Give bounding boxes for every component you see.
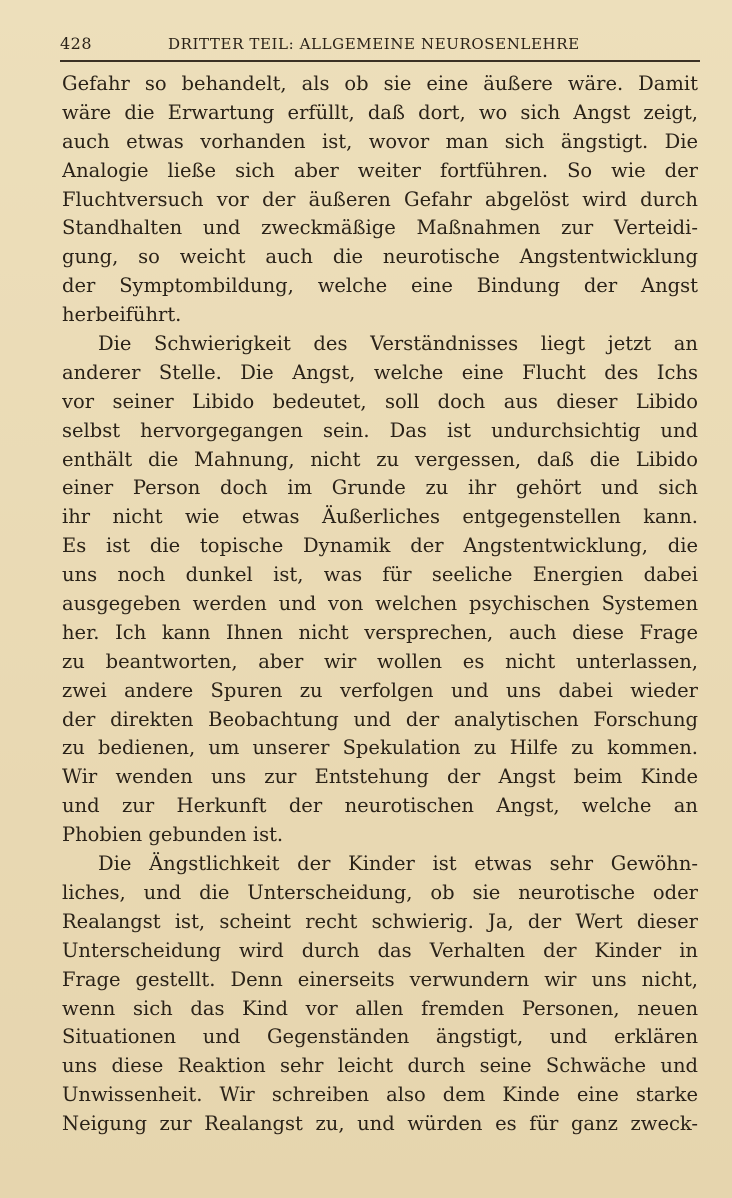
page-number: 428 <box>60 34 93 53</box>
text-line: ausgegeben werden und von welchen psychischen Systemen <box>62 592 698 616</box>
text-line: Analogie ließe sich aber weiter fortführen. So wie der <box>62 158 698 182</box>
text-line: Es ist die topische Dynamik der Angstentwicklung, die <box>62 534 698 558</box>
text-line: ihr nicht wie etwas Äußerliches entgegenstellen kann. <box>62 505 698 529</box>
text-line: der Symptombildung, welche eine Bindung der Angst <box>62 274 698 298</box>
text-line: und zur Herkunft der neurotischen Angst, welche an <box>62 794 698 818</box>
text-line: auch etwas vorhanden ist, wovor man sich ängstigt. Die <box>62 129 698 153</box>
text-line: enthält die Mahnung, nicht zu vergessen, daß die Libido <box>62 447 698 471</box>
text-line: wäre die Erwartung erfüllt, daß dort, wo sich Angst zeigt, <box>62 100 698 124</box>
text-line: zu beantworten, aber wir wollen es nicht unterlassen, <box>62 649 698 673</box>
text-line: wenn sich das Kind vor allen fremden Personen, neuen <box>62 996 698 1020</box>
text-line: zu bedienen, um unserer Spekulation zu Hilfe zu kommen. <box>62 736 698 760</box>
text-line: anderer Stelle. Die Angst, welche eine Flucht des Ichs <box>62 360 698 384</box>
body-text <box>62 70 698 1139</box>
text-line: uns diese Reaktion sehr leicht durch seine Schwäche und <box>62 1054 698 1078</box>
text-line: Die Schwierigkeit des Verständnisses liegt jetzt an <box>98 332 698 356</box>
text-line: gung, so weicht auch die neurotische Angstentwicklung <box>62 245 698 269</box>
text-line: her. Ich kann Ihnen nicht versprechen, auch diese Frage <box>62 620 698 644</box>
text-line: Frage gestellt. Denn einerseits verwundern wir uns nicht, <box>62 967 698 991</box>
text-line: vor seiner Libido bedeutet, soll doch aus dieser Libido <box>62 389 698 413</box>
text-line: Wir wenden uns zur Entstehung der Angst beim Kinde <box>62 765 698 789</box>
text-line: Die Ängstlichkeit der Kinder ist etwas sehr Gewöhn- <box>98 852 698 876</box>
page-header <box>60 30 700 62</box>
text-line: Realangst ist, scheint recht schwierig. Ja, der Wert dieser <box>62 909 698 933</box>
text-line: selbst hervorgegangen sein. Das ist undurchsichtig und <box>62 418 698 442</box>
text-line: herbeiführt. <box>62 303 182 327</box>
text-line: liches, und die Unterscheidung, ob sie neurotische oder <box>62 880 698 904</box>
text-line: Situationen und Gegenständen ängstigt, und erklären <box>62 1025 698 1049</box>
text-line: Phobien gebunden ist. <box>62 823 284 847</box>
text-line: einer Person doch im Grunde zu ihr gehört und sich <box>62 476 698 500</box>
text-line: Neigung zur Realangst zu, und würden es für ganz zweck- <box>62 1112 698 1136</box>
text-line: Standhalten und zweckmäßige Maßnahmen zur Verteidi- <box>62 216 698 240</box>
text-line: Unwissenheit. Wir schreiben also dem Kinde eine starke <box>62 1083 698 1107</box>
text-line: Gefahr so behandelt, als ob sie eine äußere wäre. Damit <box>62 72 698 95</box>
text-line: zwei andere Spuren zu verfolgen und uns dabei wieder <box>62 678 698 702</box>
text-line: der direkten Beobachtung und der analytischen Forschung <box>62 707 698 731</box>
text-line: Fluchtversuch vor der äußeren Gefahr abgelöst wird durch <box>62 187 698 211</box>
text-line: Unterscheidung wird durch das Verhalten der Kinder in <box>62 938 698 962</box>
running-title: DRITTER TEIL: ALLGEMEINE NEUROSENLEHRE <box>168 35 580 53</box>
text-line: uns noch dunkel ist, was für seeliche Energien dabei <box>62 563 698 587</box>
